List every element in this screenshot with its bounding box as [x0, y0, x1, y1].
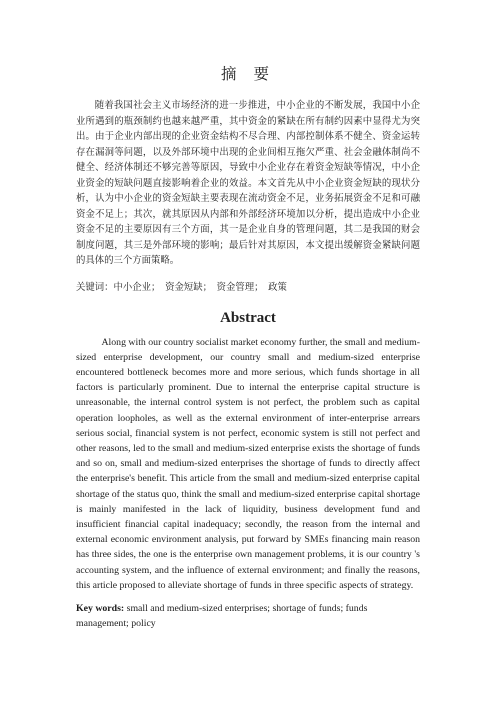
chinese-keywords [76, 280, 420, 295]
chinese-keywords-label: 关键词： [76, 281, 114, 293]
english-keywords [76, 601, 420, 631]
chinese-abstract-title: 摘 要 [221, 65, 275, 83]
english-abstract-body: Along with our country socialist market economy further, the small and medium-sized enterprise development, our country small and medium-sized enterprise encountered bottleneck becomes more and more serious, which funds shortage in all factors is particularly prominent. Due to internal the enterprise capital structure is unreasonable, the internal control system is not perfect, the problem such as capital operation loopholes, as well as the external environment of inter-enterprise arrears serious social, financial system is not perfect, economic system is still not perfect and other reasons, led to the small and medium-sized enterprise exists the shortage of funds and so on, small and medium-sized enterprises the shortage of funds to directly affect the enterprise's benefit. This article from the small and medium-sized enterprise capital shortage of the status quo, think the small and medium-sized enterprise capital shortage is mainly manifested in the lack of liquidity, business development fund and insufficient financial capital inadequacy; secondly, the reason from the internal and external economic environment analysis, put forward by SMEs financing main reason has three sides, the one is the enterprise own management problems, it is our country 's accounting system, and the influence of external environment; and finally the reasons, this article proposed to alleviate shortage of funds in three specific aspects of strategy. [76, 336, 420, 591]
english-keywords-label: Key words: [76, 602, 125, 614]
chinese-abstract-body: 随着我国社会主义市场经济的进一步推进，中小企业的不断发展，我国中小企业所遇到的瓶颈制约也越来越严重，其中资金的紧缺在所有制约因素中显得尤为突出。由于企业内部出现的企业资金结构不尽合理、内部控制体系不健全、资金运转存在漏洞等问题，以及外部环境中出现的企业间相互拖欠严重、社会金融体制尚不健全、经济体制还不够完善等原因，导致中小企业存在着资金短缺等情况，中小企业资金的短缺问题直接影响着企业的效益。本文首先从中小企业资金短缺的现状分析，认为中小企业的资金短缺主要表现在流动资金不足，业务拓展资金不足和可融资金不足上；其次，就其原因从内部和外部经济环境加以分析，提出造成中小企业资金不足的主要原因有三个方面，其一是企业自身的管理问题，其二是我国的财会制度问题，其三是外部环境的影响；最后针对其原因，本文提出缓解资金紧缺问题的具体的三个方面策略。 [76, 100, 420, 266]
chinese-keywords-list: 中小企业； 资金短缺； 资金管理； 政策 [113, 281, 287, 293]
english-abstract-title: Abstract [220, 309, 276, 326]
english-keywords-list: small and medium-sized enterprises; shortage of funds; funds management; policy [76, 602, 368, 630]
